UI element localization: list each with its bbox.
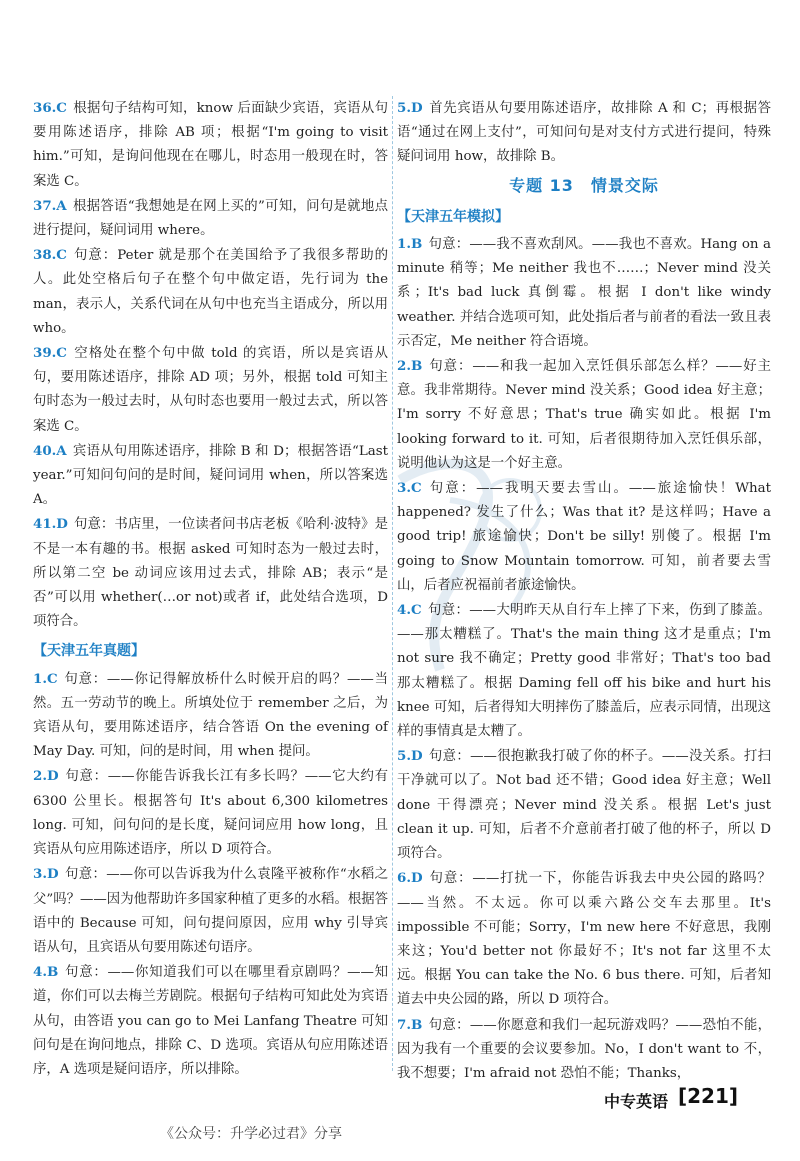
answer-explanation: 根据答语“我想她是在网上买的”可知，问句是就地点进行提问，疑问词用 where。 [33, 198, 388, 239]
left-column [33, 96, 388, 1082]
answer-number: 40.A [33, 442, 67, 459]
answer-explanation: 句意：——你能告诉我长江有多长吗？——它大约有 6300 公里长。根据答句 It's about 6,300 kilometres long. 可知，问句问的是长度，疑问词应用 how long，且宾语从句应用陈述语序，所以 D 项符合。 [33, 769, 388, 858]
answer-entry [33, 194, 388, 243]
answer-number: 5.D [397, 100, 423, 116]
answer-entry [397, 866, 771, 1012]
answer-entry [397, 476, 771, 598]
answer-entry [397, 354, 771, 476]
answer-entry [33, 862, 388, 960]
answer-number: 3.D [33, 866, 59, 883]
left-entries-bottom [33, 667, 388, 1082]
answer-explanation: 句意：——打扰一下，你能告诉我去中央公园的路吗？——当然。不太远。你可以乘六路公交车去那里。It's impossible 不可能；Sorry，I'm new here 不好意思，我刚来这；You'd better not 你最好不；It's not far 这里不太远。根据 You can take the No. 6 bus there. 可知，后者知道去中央公园的路，所以 D 项符合。 [397, 871, 771, 1008]
answer-number: 39.C [33, 345, 67, 362]
answer-explanation: 句意：——我明天要去雪山。——旅途愉快！What happened? 发生了什么；Was that it? 是这样吗；Have a good trip! 旅途愉快；Don't be silly! 别傻了。根据 I'm going to Snow Mountain tomorrow. 可知，前者要去雪山，后者应祝福前者旅途愉快。 [397, 481, 771, 593]
answer-number: 5.D [397, 748, 423, 765]
answer-number: 1.B [397, 236, 423, 253]
answer-number: 1.C [33, 670, 58, 687]
answer-entry [33, 764, 388, 862]
answer-explanation: 句意：——你知道我们可以在哪里看京剧吗？——知道，你们可以去梅兰芳剧院。根据句子结构可知此处为宾语从句，由答语 you can go to Mei Lanfang Theatre 可知问句是在询问地点，排除 C、D 选项。宾语从句应用陈述语序，A 选项是疑问语序，所以排除。 [33, 965, 388, 1077]
answer-explanation: 句意：Peter 就是那个在美国给予了我很多帮助的人。此处空格后句子在整个句中做定语，先行词为 the man，表示人，关系代词在从句中也充当主语成分，所以用 who。 [33, 248, 388, 336]
answer-number: 41.D [33, 516, 68, 533]
answer-number: 4.B [33, 964, 59, 981]
answer-number: 2.B [397, 358, 423, 375]
answer-entry [397, 232, 771, 354]
answer-explanation: 句意：——你愿意和我们一起玩游戏吗？——恐怕不能，因为我有一个重要的会议要参加。No，I don't want to 不，我不想要；I'm afraid not 恐怕不能；Thanks， [397, 1017, 771, 1081]
right-entries-bottom [397, 232, 771, 1086]
answer-number: 2.D [33, 768, 59, 785]
left-entries-top [33, 96, 388, 634]
answer-entry [33, 341, 388, 439]
answer-explanation: 空格处在整个句中做 told 的宾语，所以是宾语从句，要用陈述语序，排除 AD 项；另外，根据 told 可知主句时态为一般过去时，从句时态也要用一般过去式，所以答案选 C。 [33, 346, 388, 434]
section-head-mock-exam: 【天津五年模拟】 [397, 208, 509, 225]
answer-explanation: 宾语从句用陈述语序，排除 B 和 D；根据答语“Last year.”可知问句问的是时间，疑问词用 when，所以答案选 A。 [33, 443, 388, 508]
section-head-real-exam: 【天津五年真题】 [33, 643, 145, 660]
answer-number: 4.C [397, 602, 422, 619]
answer-number: 38.C [33, 247, 67, 264]
answer-number: 6.D [397, 870, 423, 887]
answer-entry [33, 512, 388, 634]
answer-explanation: 首先宾语从句要用陈述语序，故排除 A 和 C；再根据答语“通过在网上支付”，可知问句是对支付方式进行提问，特殊疑问词用 how，故排除 B。 [397, 101, 771, 165]
column-divider [392, 96, 393, 1071]
answer-explanation: 句意：——你记得解放桥什么时候开启的吗？——当然。五一劳动节的晚上。所填处位于 remember 之后，为宾语从句，要用陈述语序，结合答语 On the evening of May Day. 可知，问的是时间，用 when 提问。 [33, 671, 388, 760]
answer-number: 37.A [33, 197, 67, 214]
answer-explanation: 句意：书店里，一位读者问书店老板《哈利·波特》是不是一本有趣的书。根据 asked 可知时态为一般过去时，所以第二空 be 动词应该用过去式，排除 AB；表示“是否”可以用 whether(…or not)或者 if，此处结合选项，D 项符合。 [33, 517, 388, 630]
answer-explanation: 句意：——很抱歉我打破了你的杯子。——没关系。打扫干净就可以了。Not bad 还不错；Good idea 好主意；Well done 干得漂亮；Never mind 没关系。根据 Let's just clean it up. 可知，后者不介意前者打破了他的杯子，所以 D 项符合。 [397, 749, 771, 862]
answer-entry [397, 744, 771, 866]
answer-entry [397, 96, 771, 170]
answer-explanation: 句意：——我不喜欢刮风。——我也不喜欢。Hang on a minute 稍等；Me neither 我也不……；Never mind 没关系；It's bad luck 真倒霉。根据 I don't like windy weather. 并结合选项可知，此处指后者与前者的看法一致且表示否定，Me neither 符合语境。 [397, 237, 771, 349]
answer-number: 36.C [33, 100, 67, 116]
answer-entry [397, 1013, 771, 1087]
answer-entry [397, 598, 771, 744]
share-note: 《公众号：升学必过君》分享 [160, 1126, 342, 1142]
topic-title: 专题 13 情景交际 [509, 175, 659, 195]
answer-explanation: 句意：——大明昨天从自行车上摔了下来，伤到了膝盖。——那太糟糕了。That's the main thing 这才是重点；I'm not sure 我不确定；Pretty good 非常好；That's too bad 那太糟糕了。根据 Daming fell off his bike and hurt his knee 可知，后者得知大明摔伤了膝盖后，应表示同情，出现这样的事情真是太糟了。 [397, 603, 771, 740]
right-entries-top [397, 96, 771, 170]
right-column [397, 96, 771, 1086]
answer-number: 3.C [397, 480, 422, 497]
answer-explanation: 根据句子结构可知，know 后面缺少宾语，宾语从句要用陈述语序，排除 AB 项；根据“I'm going to visit him.”可知，是询问他现在在哪儿，时态用一般现在时，答案选 C。 [33, 101, 388, 189]
answer-entry [33, 96, 388, 194]
answer-entry [33, 243, 388, 341]
answer-entry [33, 960, 388, 1082]
answer-entry [33, 667, 388, 765]
answer-number: 7.B [397, 1016, 423, 1033]
answer-explanation: 句意：——和我一起加入烹饪俱乐部怎么样？——好主意。我非常期待。Never mind 没关系；Good idea 好主意；I'm sorry 不好意思；That's true 确实如此。根据 I'm looking forward to it. 可知，后者很期待加入烹饪俱乐部，说明他认为这是一个好主意。 [397, 359, 771, 471]
page-number: [221] [678, 1084, 739, 1108]
answer-explanation: 句意：——你可以告诉我为什么袁隆平被称作“水稻之父”吗？——因为他帮助许多国家种植了更多的水稻。根据答语中的 Because 可知，问句提问原因，应用 why 引导宾语从句，且宾语从句要用陈述句语序。 [33, 867, 389, 955]
subject-label: 中专英语 [604, 1092, 669, 1111]
answer-entry [33, 439, 388, 513]
